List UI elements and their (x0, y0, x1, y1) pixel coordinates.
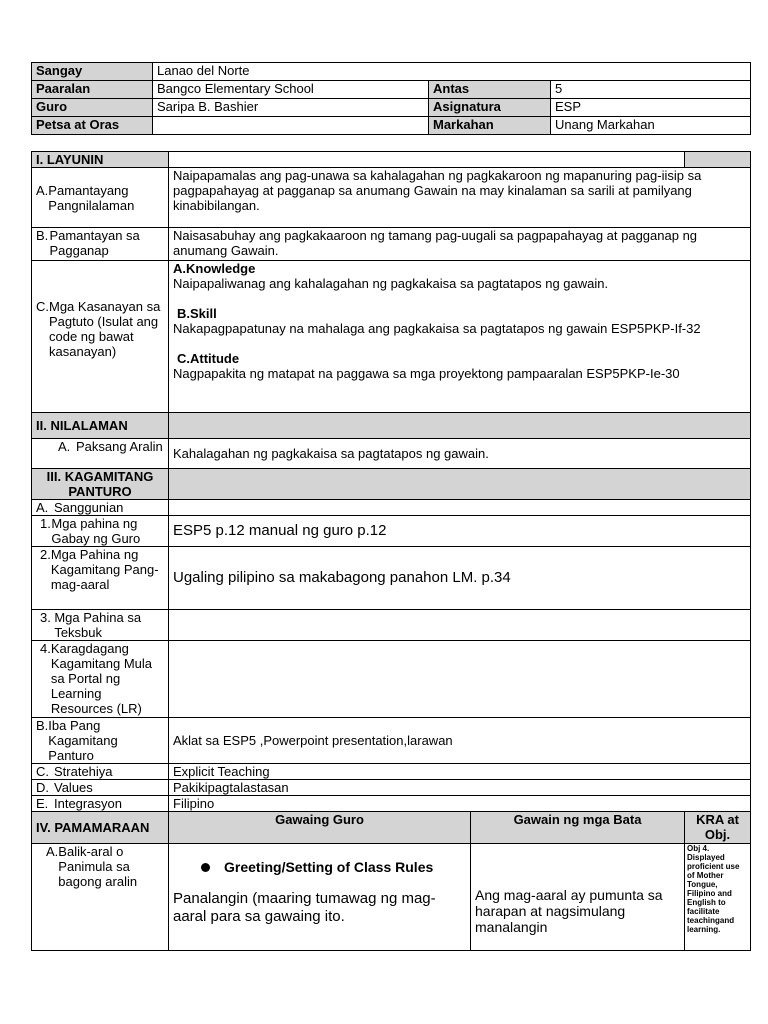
kagamitang-mag-aaral-text: Ugaling pilipino sa makabagong panahon LM. p.34 (169, 547, 751, 610)
header-table (31, 62, 751, 135)
pamantayan-sa-pagganap-label: Pamantayan sa Pagganap (49, 228, 140, 258)
pamantayang-pangnilalaman-label: Pamantayang Pangnilalaman (48, 182, 135, 213)
petsa-value (153, 117, 429, 135)
item-number: 1. (40, 516, 51, 531)
kagamitang-mag-aaral-label: Mga Pahina ng Kagamitang Pang-mag-aaral (50, 547, 159, 592)
item-number: 2. (40, 547, 51, 562)
portal-lr-label: Karagdagang Kagamitang Mula sa Portal ng Learning Resources (LR) (50, 641, 153, 716)
greeting-text: Greeting/Setting of Class Rules (224, 859, 434, 875)
sanggunian-label: Sanggunian (54, 500, 124, 515)
attitude-heading: C.Attitude (177, 351, 240, 366)
paaralan-label: Paaralan (32, 81, 153, 99)
item-number: C. (36, 299, 49, 314)
item-number: A. (36, 182, 49, 198)
antas-label: Antas (429, 81, 551, 99)
teksbuk-label: Mga Pahina sa Teksbuk (54, 610, 142, 640)
item-number: 3. (40, 610, 51, 625)
gawain-bata-text: Ang mag-aaral ay pumunta sa harapan at nagsimulang manalangin (471, 844, 685, 951)
gabay-guro-label: Mga pahina ng Gabay ng Guro (51, 516, 141, 546)
knowledge-heading: A.Knowledge (173, 261, 256, 276)
paksang-aralin-label: Paksang Aralin (76, 439, 163, 454)
skill-heading: B.Skill (177, 306, 217, 321)
guro-label: Guro (32, 99, 153, 117)
values-text: Pakikipagtalastasan (169, 780, 751, 796)
section-title-pamamaraan: IV. PAMAMARAAN (32, 812, 169, 844)
iba-pang-kagamitan-label: Iba Pang Kagamitang Panturo (48, 718, 118, 763)
iba-pang-kagamitan-text: Aklat sa ESP5 ,Powerpoint presentation,larawan (169, 718, 751, 764)
portal-lr-text (169, 641, 751, 718)
item-number: 4. (40, 641, 51, 656)
column-header-gawaing-guro: Gawaing Guro (169, 812, 471, 844)
markahan-label: Markahan (429, 117, 551, 135)
item-number: B. (36, 718, 49, 733)
bullet-icon (201, 863, 210, 872)
integrasyon-label: Integrasyon (54, 796, 122, 811)
section-title-layunin: I. LAYUNIN (32, 152, 169, 168)
asignatura-value: ESP (551, 99, 751, 117)
integrasyon-text: Filipino (169, 796, 751, 812)
item-number: A. (36, 500, 49, 515)
pamantayan-sa-pagganap-text: Naisasabuhay ang pagkakaaroon ng tamang pag-uugali sa pagpapahayag at pagganap ng anumang Gawain. (169, 228, 751, 261)
column-header-gawain-bata: Gawain ng mga Bata (471, 812, 685, 844)
kasanayan-label: Mga Kasanayan sa Pagtuto (Isulat ang code ng bawat kasanayan) (49, 299, 161, 359)
pamantayang-pangnilalaman-text: Naipapamalas ang pag-unawa sa kahalagahan ng pagkakaroon ng mapanuring pag-iisip sa pagpapahayag at pagganap sa anumang Gawain na may kinalaman sa sarili at pamilyang kinabibilangan. (169, 168, 751, 228)
item-number: A. (58, 439, 71, 454)
paksang-aralin-text: Kahalagahan ng pagkakaisa sa pagtatapos ng gawain. (169, 439, 751, 469)
antas-value: 5 (551, 81, 751, 99)
column-header-kra: KRA at Obj. (685, 812, 751, 844)
skill-text: Nakapagpapatunay na mahalaga ang pagkakaisa sa pagtatapos ng gawain ESP5PKP-If-32 (173, 321, 701, 336)
section-title-kagamitan: III. KAGAMITANG PANTURO (32, 469, 169, 500)
section-title-nilalaman: II. NILALAMAN (32, 413, 169, 439)
item-number: A. (46, 844, 59, 859)
knowledge-text: Naipapaliwanag ang kahalagahan ng pagkakaisa sa pagtatapos ng gawain. (173, 276, 609, 291)
kra-objective-text: Obj 4. Displayed proficient use of Mother Tongue, Filipino and English to facilitate teachingand learning. (685, 844, 751, 951)
asignatura-label: Asignatura (429, 99, 551, 117)
sangay-label: Sangay (32, 63, 153, 81)
stratehiya-text: Explicit Teaching (169, 764, 751, 780)
item-number: B. (36, 228, 49, 243)
stratehiya-label: Stratehiya (54, 764, 113, 779)
paaralan-value: Bangco Elementary School (153, 81, 429, 99)
petsa-label: Petsa at Oras (32, 117, 153, 135)
markahan-value: Unang Markahan (551, 117, 751, 135)
item-number: C. (36, 764, 49, 779)
sangay-value: Lanao del Norte (153, 63, 751, 81)
item-number: D. (36, 780, 49, 795)
values-label: Values (54, 780, 93, 795)
balik-aral-label: Balik-aral o Panimula sa bagong aralin (58, 844, 138, 889)
gabay-guro-text: ESP5 p.12 manual ng guro p.12 (169, 516, 751, 547)
teksbuk-text (169, 610, 751, 641)
attitude-text: Nagpapakita ng matapat na paggawa sa mga proyektong pampaaralan ESP5PKP-Ie-30 (173, 366, 680, 381)
guro-value: Saripa B. Bashier (153, 99, 429, 117)
panalangin-text: Panalangin (maaring tumawag ng mag-aaral para sa gawaing ito. (173, 890, 436, 925)
lesson-plan-table (31, 151, 751, 951)
item-number: E. (36, 796, 49, 811)
